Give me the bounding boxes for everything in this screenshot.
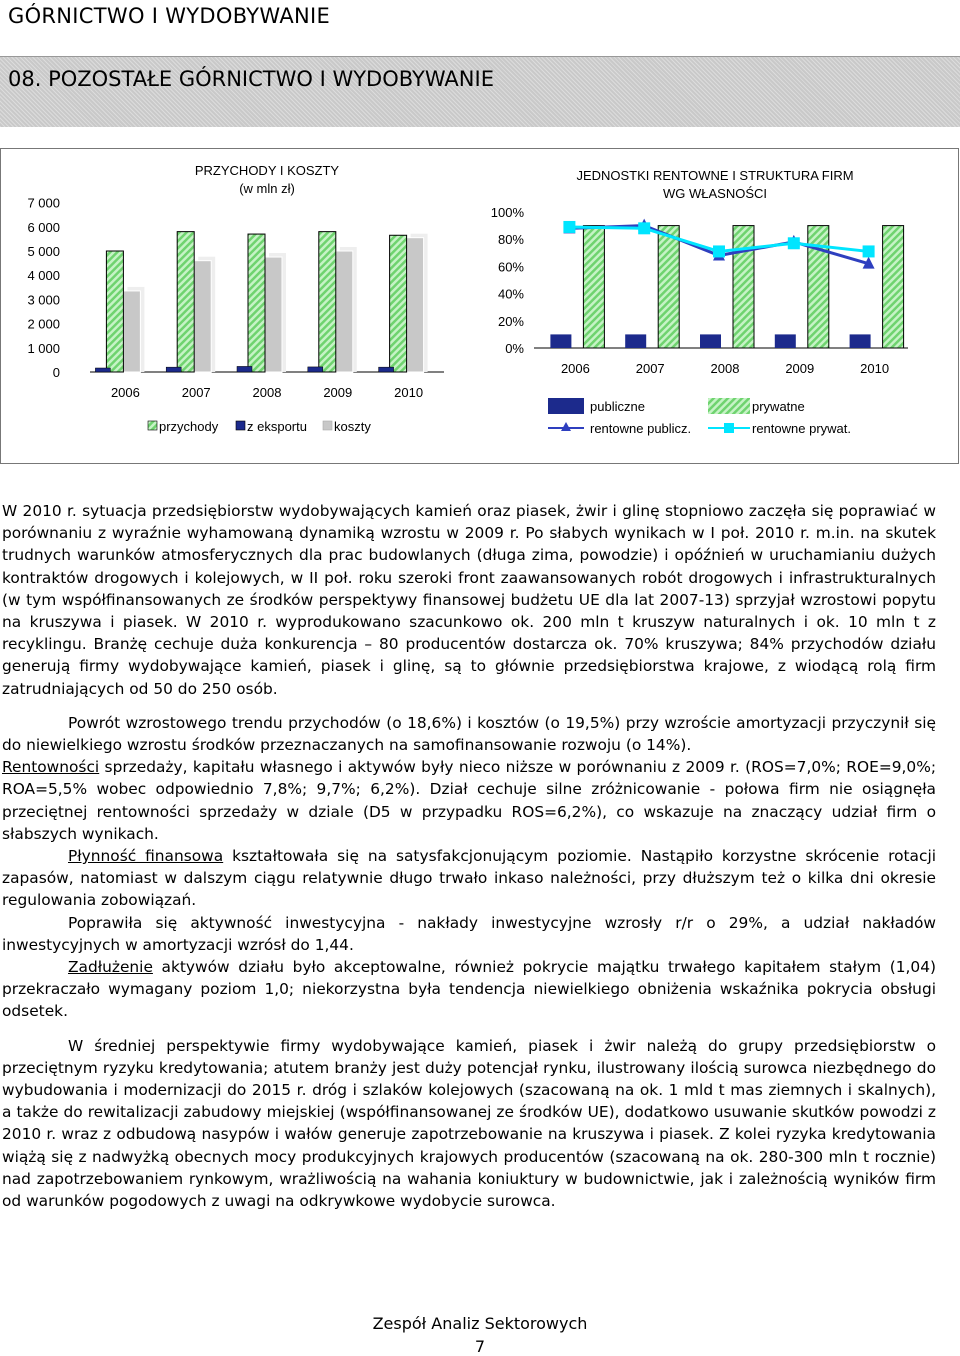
charts-svg (0, 0, 960, 470)
page-number: 7 (474, 1337, 486, 1356)
chapter-title: 08. POZOSTAŁE GÓRNICTWO I WYDOBYWANIE (8, 67, 494, 91)
chart2-y-tick: 40% (497, 286, 524, 302)
paragraph-revenue: Powrót wzrostowego trendu przychodów (o 18,6%) i kosztów (o 19,5%) przy wzroście amortyzacji przyczynił się do niewielkiego wzrostu środków przeznaczanych na samofinansowanie rozwoju (o 14%). (2, 713, 936, 755)
legend-prywatne-swatch (708, 398, 750, 414)
article-body (2, 500, 936, 1212)
term-zadluzenie: Zadłużenie (68, 958, 153, 977)
chart2-marker-rentowne-prywat (713, 245, 725, 257)
chart1-bars (95, 232, 427, 372)
chart2-marker-rentowne-prywat (563, 221, 575, 233)
chart1-y-axis (27, 196, 60, 380)
chart2-bars (550, 226, 903, 348)
paragraph-overview: W 2010 r. sytuacja przedsiębiorstw wydobywających kamień oraz piasek, żwir i glinę stopniowo zaczęła się poprawiać w porównaniu z wyraźnie wyhamowaną dynamiką wzrostu w 2009 r. Po słabych wynikach w I poł. 2010 r. m.in. na skutek trudnych warunków atmosferycznych dla prac budowlanych (długa zima, powodzie) i opóźnień w uruchamianiu dużych kontraktów drogowych i kolejowych, w II poł. roku szeroki front zaawansowanych robót drogowych i infrastrukturalnych (w tym współfinansowanych ze środków perspektywy finansowej budżetu UE dla lat 2007-13) sprzyjał wzrostowi popytu na kruszywa i piasek. W 2010 r. wyprodukowano szacunkowo ok. 200 mln t kruszyw naturalnych i ok. 10 mln t z recyklingu. Branżę cechuje duża konkurencja – 80 producentów dostarcza ok. 70% kruszywa; 84% przychodów działu generują firmy wydobywające kamień, piasek i glinę, są to głównie przedsiębiorstwa krajowe, z wiodącą rolą firm zatrudniających od 50 do 250 osób. (2, 502, 936, 698)
chart2-marker-rentowne-prywat (863, 245, 875, 257)
chart2-legend (548, 398, 851, 436)
chart1-subtitle: (w mln zł) (239, 181, 295, 196)
legend-rentowne-prywat-label: rentowne prywat. (752, 421, 851, 436)
paragraph-liquidity: Płynność finansowa kształtowała się na satysfakcjonującym poziomie. Nastąpiło korzystne skrócenie rotacji zapasów, natomiast w dalszym ciągu relatywnie długo trwało inkaso należności, przy dłuższym też o kilka dni okresie regulowania zobowiązań. (2, 847, 936, 910)
chart1-y-tick: 2 000 (27, 316, 60, 332)
chart2-marker-rentowne-prywat (788, 237, 800, 249)
chart2-y-tick: 20% (497, 313, 524, 329)
chart2-bar-prywatne (583, 226, 604, 348)
chart1-x-tick: 2008 (252, 385, 282, 400)
chart2-bar-publiczne (550, 334, 571, 348)
chart2-y-axis (491, 205, 525, 356)
paragraph-debt: Zadłużenie aktywów działu było akceptowalne, również pokrycie majątku trwałego kapitałem stałym (1,04) przekraczało wymagany poziom 1,0; niekorzystna była tendencja niewielkiego obniżenia wskaźnika pokrycia obsługi odsetek. (2, 958, 936, 1021)
chart2-y-tick: 60% (497, 259, 524, 275)
chart1-bar-eksport (95, 368, 110, 372)
term-plynnosc: Płynność finansowa (68, 847, 224, 866)
chart1-y-tick: 1 000 (27, 340, 60, 356)
chart2-x-tick: 2008 (710, 361, 740, 376)
chart1-bar-przychody (390, 235, 407, 372)
chart1-bar-przychody (248, 234, 265, 372)
paragraph-investment: Poprawiła się aktywność inwestycyjna - nakłady inwestycyjne wzrosły r/r o 29%, a udział nakładów inwestycyjnych w amortyzacji wzrósł do 1,44. (2, 913, 936, 954)
chart2-x-tick: 2009 (785, 361, 815, 376)
chart2-bar-prywatne (658, 226, 679, 348)
chart2-x-axis (561, 361, 889, 376)
chart2-bar-publiczne (775, 334, 796, 348)
chart1-bar-koszty (194, 261, 211, 372)
chart1-y-tick: 7 000 (27, 195, 60, 211)
legend-przychody-swatch (148, 421, 157, 430)
chart2-y-tick: 80% (497, 232, 524, 248)
legend-przychody-label: przychody (159, 419, 219, 434)
paragraph-profitability: Rentowności sprzedaży, kapitału własnego i aktywów były nieco niższe w porównaniu z 2009 r. (ROS=7,0%; ROE=9,0%; ROA=5,5% wobec odpowiednio 7,8%; 9,7%; 6,2%). Dział cechuje silne zróżnicowanie - połowa firm nie osiągnęła przeciętnej rentowności sprzedaży w dziale (D5 w przypadku ROS=6,2%), co wskazuje na znaczący udział firm o słabszych wynikach. (2, 758, 936, 843)
legend-rentowne-publicz-marker (561, 422, 571, 431)
legend-koszty-swatch (323, 421, 332, 430)
chart1-y-tick: 3 000 (27, 292, 60, 308)
chart2-x-tick: 2007 (635, 361, 665, 376)
chart1-y-tick: 5 000 (27, 244, 60, 259)
chart2-bar-publiczne (700, 334, 721, 348)
legend-rentowne-publicz-label: rentowne publicz. (590, 421, 692, 436)
legend-rentowne-prywat-marker (724, 423, 734, 433)
section-title: GÓRNICTWO I WYDOBYWANIE (8, 4, 331, 28)
legend-prywatne-label: prywatne (752, 399, 805, 414)
chart2-subtitle: WG WŁASNOŚCI (662, 186, 768, 201)
chart1-x-tick: 2009 (323, 385, 353, 400)
chart1-bar-przychody (177, 232, 194, 372)
chart2-y-tick: 0% (505, 341, 524, 356)
chart1-bar-przychody (319, 232, 336, 372)
chart1-bar-przychody (106, 251, 123, 372)
chart2-x-tick: 2006 (560, 361, 590, 376)
chart1-x-tick: 2007 (181, 385, 211, 400)
chart2-marker-rentowne-prywat (638, 222, 650, 234)
chart1-bar-eksport (237, 366, 252, 372)
chart2-y-tick: 100% (490, 205, 524, 220)
footer-team: Zespół Analiz Sektorowych (372, 1314, 588, 1333)
chart2-bar-publiczne (850, 334, 871, 348)
chart1-bar-koszty (407, 238, 424, 372)
chart1-y-tick: 4 000 (27, 268, 60, 284)
chart2-bar-prywatne (733, 226, 754, 348)
legend-publiczne-label: publiczne (590, 399, 645, 414)
chart2-bar-publiczne (625, 334, 646, 348)
chart1-bar-koszty (265, 257, 282, 372)
chart1-bar-koszty (336, 251, 353, 372)
chart1-legend (148, 419, 371, 434)
legend-koszty-label: koszty (334, 419, 371, 434)
paragraph-outlook: W średniej perspektywie firmy wydobywające kamień, piasek i żwir należą do grupy przedsiębiorstw o przeciętnym ryzyku kredytowania; atutem branży jest duży potencjał rynku, ilustrowany ilością surowca niezbędnego do wybudowania i modernizacji do 2015 r. dróg i szlaków kolejowych (szacowaną na ok. 1 mld t mas ziemnych i skalnych), a także do rewitalizacji zabudowy miejskiej (współfinansowanej ze środków UE), dodatkowo usuwanie skutków powodzi z 2010 r. wraz z odbudową nasypów i wałów generuje zapotrzebowanie na kruszywa i piasek. Z kolei ryzyka kredytowania wiążą się z nadwyżką obecnych mocy produkcyjnych krajowych producentów (szacowaną na ok. 280-300 mln t rocznie) nad zapotrzebowaniem rynkowym, wrażliwością na wahania koniuktury w budownictwie, jak i zależnością wyników firm od warunków pogodowych z uwagi na odkrywkowe wydobycie surowca. (2, 1036, 936, 1211)
chart1-x-tick: 2010 (394, 385, 424, 400)
chart1-bar-eksport (166, 367, 181, 372)
chart1-bar-eksport (379, 367, 394, 372)
chart1-y-tick: 0 (52, 365, 60, 380)
chart1-bar-koszty (123, 291, 140, 372)
term-rentownosci: Rentowności (2, 758, 100, 777)
legend-eksport-swatch (236, 421, 245, 430)
chart2-bar-prywatne (883, 226, 904, 348)
chart1-bar-eksport (308, 367, 323, 372)
chart1-x-axis (111, 385, 423, 400)
chart1-y-tick: 6 000 (27, 219, 60, 235)
chart2-x-tick: 2010 (860, 361, 890, 376)
legend-eksport-label: z eksportu (247, 419, 307, 434)
legend-publiczne-swatch (548, 398, 584, 414)
chart2-title: JEDNOSTKI RENTOWNE I STRUKTURA FIRM (576, 168, 854, 183)
chart1-x-tick: 2006 (110, 385, 140, 400)
chart1-title: PRZYCHODY I KOSZTY (194, 163, 340, 178)
